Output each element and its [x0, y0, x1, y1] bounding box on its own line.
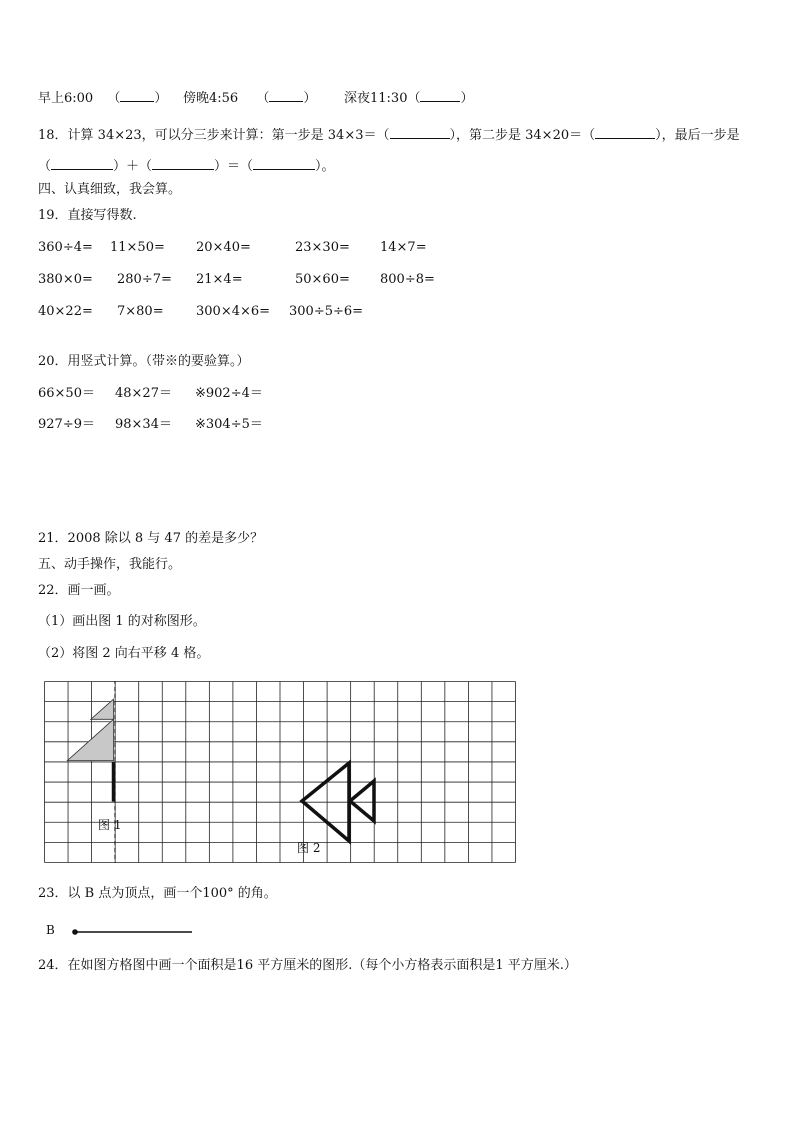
time-label: 傍晚4:56: [183, 91, 239, 106]
answer-blank[interactable]: [253, 157, 315, 170]
figure2-label: 图 2: [297, 841, 321, 855]
answer-blank[interactable]: [390, 126, 450, 139]
answer-blank[interactable]: [120, 89, 154, 102]
q18-line2: [38, 157, 335, 175]
q18-text-a: 18．计算 34×23，可以分三步来计算：第一步是 34×3＝（: [38, 128, 390, 143]
q19-item: 300×4×6=: [196, 304, 271, 319]
q18-text-d: （: [38, 159, 52, 174]
q20-item: 927÷9＝: [38, 417, 95, 432]
answer-blank[interactable]: [51, 157, 113, 170]
q19-item: 7×80=: [117, 304, 164, 319]
q22-sub2: （2）将图 2 向右平移 4 格。: [38, 646, 210, 661]
figure2-small-triangle: [350, 781, 374, 821]
q19-item: 23×30=: [295, 240, 350, 255]
grid-svg[interactable]: [44, 681, 516, 863]
q20-item: ※304÷5＝: [195, 417, 263, 432]
q19-item: 20×40=: [196, 240, 251, 255]
q19-item: 21×4=: [196, 272, 243, 287]
q19-item: 50×60=: [295, 272, 350, 287]
q19-item: 380×0=: [38, 272, 93, 287]
time-label: 早上6:00: [38, 91, 94, 106]
bracket-close: ）: [460, 91, 474, 106]
figure1-shape-upper: [91, 699, 114, 719]
answer-blank[interactable]: [269, 89, 303, 102]
bracket-open: （: [256, 91, 270, 106]
q19-item: 14×7=: [380, 240, 427, 255]
point-b-label: B: [46, 923, 55, 937]
answer-blank[interactable]: [420, 89, 460, 102]
bracket-close: ）: [154, 91, 168, 106]
section-heading-4: 四、认真细致，我会算。: [38, 182, 182, 197]
q19-item: 300÷5÷6=: [289, 304, 364, 319]
q19-item: 800÷8=: [380, 272, 435, 287]
q20-item: ※902÷4＝: [195, 386, 263, 401]
q20-item: 98×34＝: [115, 417, 172, 432]
q22-sub1: （1）画出图 1 的对称图形。: [38, 614, 206, 629]
bracket-open: （: [407, 91, 421, 106]
figure1-label: 图 1: [98, 818, 122, 832]
q19-item: 360÷4=: [38, 240, 93, 255]
q20-title: 20．用竖式计算。（带※的要验算。）: [38, 354, 250, 369]
q19-item: 280÷7=: [117, 272, 172, 287]
bracket-open: （: [107, 91, 121, 106]
time-item-morning: [38, 89, 167, 107]
time-item-evening: [183, 89, 316, 107]
q23-text: 23．以 B 点为顶点，画一个100° 的角。: [38, 886, 277, 901]
q18-line1: [38, 126, 740, 144]
q18-text-g: ）。: [315, 159, 335, 174]
q22-title: 22．画一画。: [38, 583, 120, 598]
time-label: 深夜11:30: [344, 91, 408, 106]
q21-text: 21．2008 除以 8 与 47 的差是多少？: [38, 531, 264, 546]
q19-item: 11×50=: [110, 240, 165, 255]
q18-text-e: ）＋（: [113, 159, 153, 174]
q20-item: 48×27＝: [115, 386, 172, 401]
bracket-close: ）: [303, 91, 317, 106]
figure1-shape-lower: [67, 719, 113, 760]
time-item-night: [344, 89, 474, 107]
q20-item: 66×50＝: [38, 386, 95, 401]
q19-title: 19．直接写得数.: [38, 208, 137, 223]
q19-item: 40×22=: [38, 304, 93, 319]
ray-from-b[interactable]: [70, 926, 194, 938]
drawing-grid[interactable]: [44, 681, 516, 863]
answer-blank[interactable]: [595, 126, 655, 139]
answer-blank[interactable]: [152, 157, 214, 170]
q18-text-b: ），第二步是 34×20＝（: [449, 128, 596, 143]
section-heading-5: 五、动手操作，我能行。: [38, 557, 182, 572]
q24-text: 24．在如图方格图中画一个面积是16 平方厘米的图形.（每个小方格表示面积是1 平方厘米.）: [38, 958, 577, 973]
q18-text-f: ）＝（: [214, 159, 254, 174]
q18-text-c: ），最后一步是: [655, 128, 740, 143]
